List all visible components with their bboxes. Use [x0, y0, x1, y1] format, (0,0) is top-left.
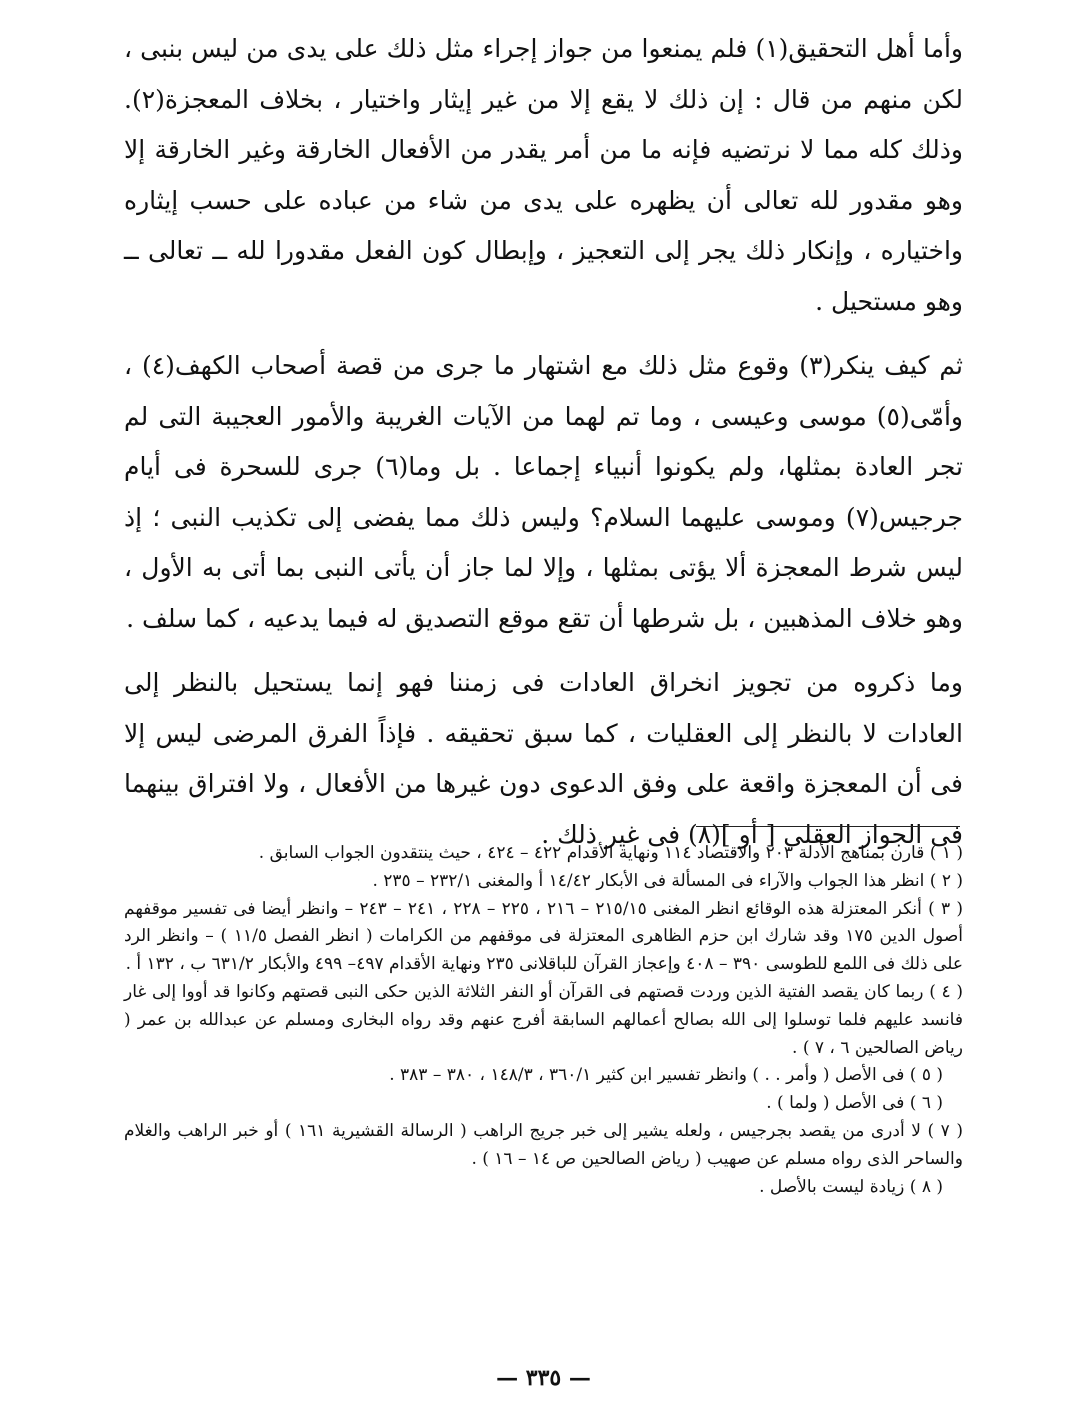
paragraph-1: وأما أهل التحقيق(١) فلم يمنعوا من جواز إجراء مثل ذلك على يدى من ليس بنبى ، لكن منهم من قال : إن ذلك لا يقع إلا من غير إيثار واختيار ، بخلاف المعجزة(٢). وذلك كله مما لا نرتضيه فإنه ما من أمر يقدر من الأفعال الخارقة وغير الخارقة إلا وهو مقدور لله تعالى أن يظهره على يدى من شاء من عباده على حسب إيثاره واختياره ، وإنكار ذلك يجر إلى التعجيز ، وإبطال كون الفعل مقدورا لله ــ تعالى ــ وهو مستحيل .	[124, 34, 963, 316]
footnote-6: ( ٦ ) فى الأصل ( ولما ) .	[766, 1093, 943, 1114]
footnote-1: ( ١ ) قارن بمناهج الأدلة ٢٠٣ والاقتصاد ١١٤ ونهاية الأقدام ٤٢٢ – ٤٢٤ ، حيث ينتقدون الجواب السابق .	[258, 843, 963, 863]
paragraph-2: ثم كيف ينكر(٣) وقوع مثل ذلك مع اشتهار ما جرى من قصة أصحاب الكهف(٤) ، وأمّى(٥) موسى وعيسى ، وما تم لهما من الآيات الغريبة والأمور العجيبة التى لم تجر العادة بمثلها، ولم يكونوا أنبياء إجماعا . بل وما(٦) جرى للسحرة فى أيام جرجيس(٧) وموسى عليهما السلام؟ وليس ذلك مما يفضى إلى تكذيب النبى ؛ إذ ليس شرط المعجزة ألا يؤتى بمثلها ، وإلا لما جاز أن يأتى النبى بما أتى به الأول ، وهو خلاف المذهبين ، بل شرطها أن تقع موقع التصديق له فيما يدعيه ، كما سلف .	[124, 351, 963, 633]
main-text	[124, 24, 963, 860]
footnote-7: ( ٧ ) لا أدرى من يقصد بجرجيس ، ولعله يشير إلى خبر جريج الراهب ( الرسالة القشيرية ١٦١ ) أو خبر الراهب والغلام والساحر الذى رواه مسلم عن صهيب ( رياض الصالحين ص ١٤ – ١٦ ) .	[124, 1120, 963, 1169]
footnote-3: ( ٣ ) أنكر المعتزلة هذه الوقائع انظر المغنى ٢١٥/١٥ – ٢١٦ ، ٢٢٥ – ٢٢٨ ، ٢٤١ – ٢٤٣ – وانظر أيضا فى تفسير موقفهم أصول الدين ١٧٥ وقد شارك ابن حزم الظاهرى المعتزلة فى موقفهم من الكرامات ( انظر الفصل ١١/٥ ) – وانظر الرد على ذلك فى اللمع للطوسى ٣٩٠ – ٤٠٨ وإعجاز القرآن للباقلانى ٢٣٥ ونهاية الأقدام ٤٩٧– ٤٩٩ والأبكار ٦٣١/٢ ب ، ١٣٢ أ .	[124, 898, 963, 975]
paragraph-3: وما ذكروه من تجويز انخراق العادات فى زمننا فهو إنما يستحيل بالنظر إلى العادات لا بالنظر إلى العقليات ، كما سبق تحقيقه . فإذاً الفرق المرضى ليس إلا فى أن المعجزة واقعة على وفق الدعوى دون غيرها من الأفعال ، ولا افتراق بينهما فى الجواز العقلى [ أو ](٨) فى غير ذلك .	[124, 668, 963, 849]
footnote-8: ( ٨ ) زيادة ليست بالأصل .	[759, 1176, 943, 1197]
page-number: — ٣٣٥ —	[496, 1365, 591, 1391]
footnote-4: ( ٤ ) ربما كان يقصد الفتية الذين وردت قصتهم فى القرآن أو النفر الثلاثة الذين حكى النبى قصتهم وكانوا قد أووا إلى غار فانسد عليهم فلما توسلوا إلى الله بصالح أعمالهم السابقة أفرج عنهم وقد رواه البخارى ومسلم عن عبدالله بن عمر ( رياض الصالحين ٦ ، ٧ ) .	[124, 981, 963, 1058]
footnote-divider	[696, 826, 960, 827]
footnotes	[124, 840, 963, 1201]
footnote-2: ( ٢ ) انظر هذا الجواب والآراء فى المسألة فى الأبكار ١٤/٤٢ أ والمغنى ٢٣٢/١ – ٢٣٥ .	[372, 870, 963, 891]
footnote-5: ( ٥ ) فى الأصل ( وأمر . . ) وانظر تفسير ابن كثير ٣٦٠/١ ، ١٤٨/٣ ، ٣٨٠ – ٣٨٣ .	[389, 1065, 943, 1086]
